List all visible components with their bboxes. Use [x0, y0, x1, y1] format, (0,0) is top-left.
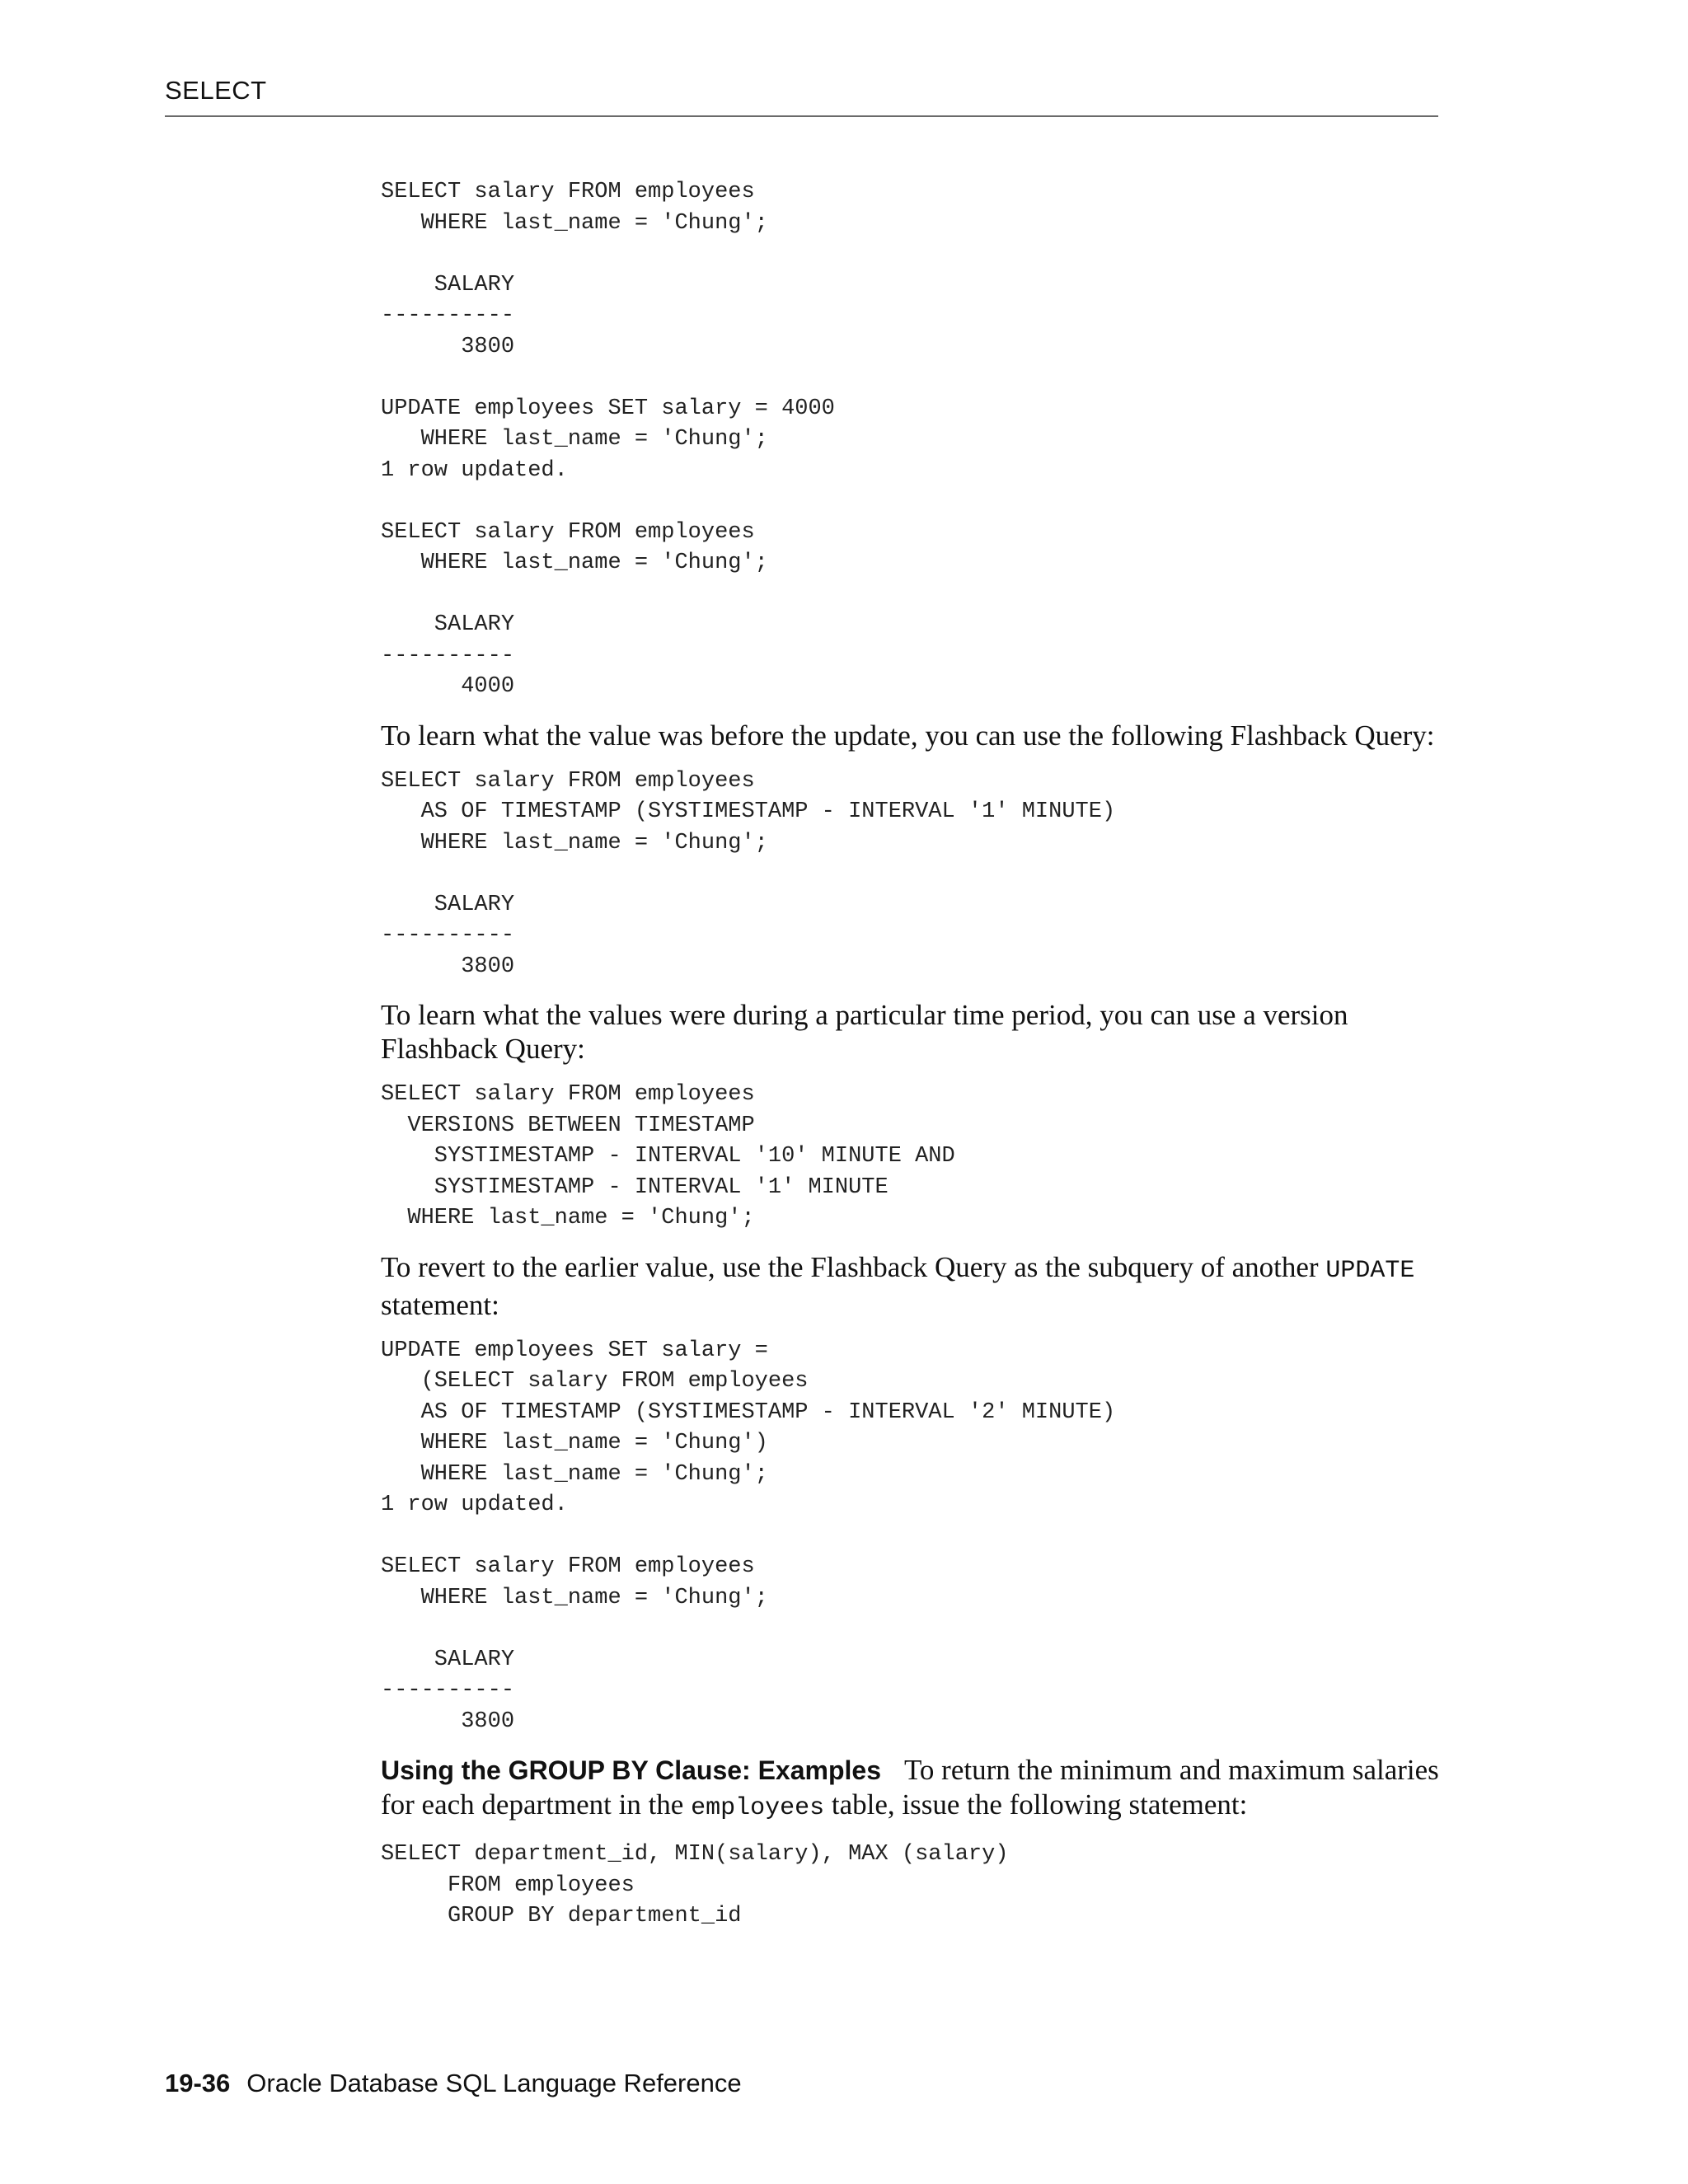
paragraph-flashback-intro: To learn what the value was before the update, you can use the following Flashback Query: — [381, 719, 1435, 752]
header-rule — [165, 115, 1438, 117]
paragraph-group-by-intro — [381, 1753, 1444, 1825]
paragraph-revert-intro — [381, 1250, 1444, 1322]
main-content — [381, 177, 1444, 1933]
paragraph-text: To return the minimum and maximum salaries for each department in the — [381, 1754, 1439, 1821]
section-runin-heading: Using the GROUP BY Clause: Examples — [381, 1755, 881, 1785]
paragraph-text: table, issue the following statement: — [824, 1788, 1248, 1821]
inline-code: employees — [691, 1794, 825, 1822]
page-footer — [165, 2069, 742, 2098]
running-header: SELECT — [165, 76, 267, 105]
code-example-versions-between: SELECT salary FROM employees VERSIONS BETWEEN TIMESTAMP SYSTIMESTAMP - INTERVAL '10' MINUTE AND SYSTIMESTAMP - INTERVAL '1' MINUTE WHERE last_name = 'Chung'; — [381, 1082, 955, 1230]
paragraph-text: statement: — [381, 1288, 499, 1321]
page-number: 19-36 — [165, 2069, 231, 2097]
code-example-revert-update: UPDATE employees SET salary = (SELECT salary FROM employees AS OF TIMESTAMP (SYSTIMESTAMP - INTERVAL '2' MINUTE) WHERE last_name = 'Chung') WHERE last_name = 'Chung'; 1 row updated. SELECT salary FROM employees WHERE last_name = 'Chung'; SALARY ---------- 3800 — [381, 1338, 1116, 1734]
paragraph-text: To revert to the earlier value, use the Flashback Query as the subquery of another — [381, 1250, 1326, 1283]
code-example-as-of-timestamp: SELECT salary FROM employees AS OF TIMESTAMP (SYSTIMESTAMP - INTERVAL '1' MINUTE) WHERE last_name = 'Chung'; SALARY ---------- 3800 — [381, 768, 1116, 979]
inline-code: UPDATE — [1325, 1256, 1415, 1285]
code-example-update-salary: SELECT salary FROM employees WHERE last_name = 'Chung'; SALARY ---------- 3800 UPDATE employees SET salary = 4000 WHERE last_name = 'Chung'; 1 row updated. SELECT salary FROM employees WHERE last_name = 'Chung'; SALARY ---------- 4000 — [381, 180, 835, 699]
book-title: Oracle Database SQL Language Reference — [246, 2069, 742, 2097]
code-example-group-by: SELECT department_id, MIN(salary), MAX (salary) FROM employees GROUP BY department_id — [381, 1842, 1009, 1929]
paragraph-version-query-intro: To learn what the values were during a particular time period, you can use a version Flashback Query: — [381, 999, 1348, 1065]
